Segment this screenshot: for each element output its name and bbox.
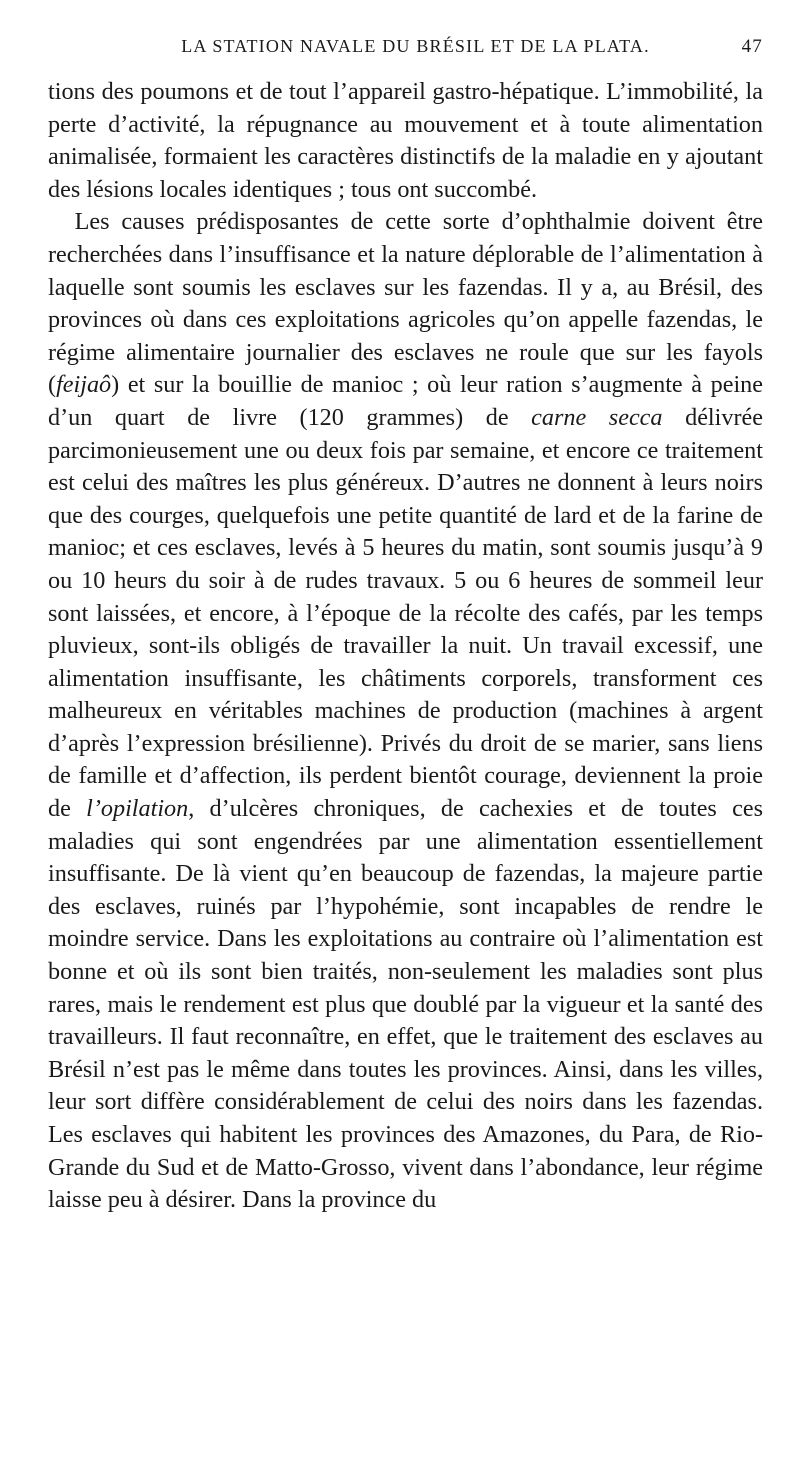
book-page	[48, 36, 763, 1217]
running-head-title: LA STATION NAVALE DU BRÉSIL ET DE LA PLATA.	[181, 36, 650, 56]
italic-term-carne-secca: carne secca	[531, 403, 663, 431]
paragraph-segment: Les causes prédisposantes de cette sorte d’ophthalmie doivent être recherchées dans l’insuffisance et la nature déplorable de l’alimentation à laquelle sont soumis les esclaves sur les fazendas. Il y a, au Brésil, des provinces où dans ces exploitations agricoles qu’on appelle fazendas, le régime alimentaire journalier des esclaves ne roule que sur les fayols (	[48, 208, 763, 399]
body-text	[48, 76, 763, 1217]
paragraph-segment: délivrée parcimonieusement une ou deux fois par semaine, et encore ce traitement est celui des maîtres les plus généreux. D’autres ne donnent à leurs noirs que des courges, quelquefois une petite quantité de lard et de la farine de manioc; et ces esclaves, levés à 5 heures du matin, sont soumis jusqu’à 9 ou 10 heurs du soir à de rudes travaux. 5 ou 6 heures de sommeil leur sont laissées, et encore, à l’époque de la récolte des cafés, par les temps pluvieux, sont-ils obligés de travailler la nuit. Un travail excessif, une alimentation insuffisante, les châtiments corporels, transforment ces malheureux en véritables machines de production (machines à argent d’après l’expression brésilienne). Privés du droit de se marier, sans liens de famille et d’affection, ils perdent bientôt courage, deviennent la proie de	[48, 403, 763, 823]
page-number: 47	[741, 36, 763, 57]
paragraph-segment: , d’ulcères chroniques, de cachexies et de toutes ces maladies qui sont engendrées par une alimentation essentiellement insuffisante. De là vient qu’en beaucoup de fazendas, la majeure partie des esclaves, ruinés par l’hypohémie, sont incapables de rendre le moindre service. Dans les exploitations au contraire où l’alimentation est bonne et où ils sont bien traités, non-seulement les maladies sont plus rares, mais le rendement est plus que doublé par la vigueur et la santé des travailleurs. Il faut reconnaître, en effet, que le traitement des esclaves au Brésil n’est pas le même dans toutes les provinces. Ainsi, dans les villes, leur sort diffère considérablement de celui des noirs dans les fazendas. Les esclaves qui habitent les provinces des Amazones, du Para, de Rio-Grande du Sud et de Matto-Grosso, vivent dans l’abondance, leur régime laisse peu à désirer. Dans la province du	[48, 795, 763, 1214]
paragraph-segment: ) et sur la bouillie de manioc ; où leur ration s’augmente à peine d’un quart de livre (120 grammes) de	[48, 371, 763, 431]
italic-term-feijao: feijaô	[56, 371, 112, 399]
paragraph-continuation	[48, 76, 763, 206]
italic-term-opilation: l’opilation	[86, 795, 189, 823]
running-head	[48, 36, 763, 66]
paragraph	[48, 206, 763, 1216]
paragraph-segment: tions des poumons et de tout l’appareil gastro-hépatique. L’immobilité, la perte d’activité, la répugnance au mouvement et à toute alimentation animalisée, formaient les caractères distinctifs de la maladie en y ajoutant des lésions locales identiques ; tous ont succombé.	[48, 78, 763, 203]
